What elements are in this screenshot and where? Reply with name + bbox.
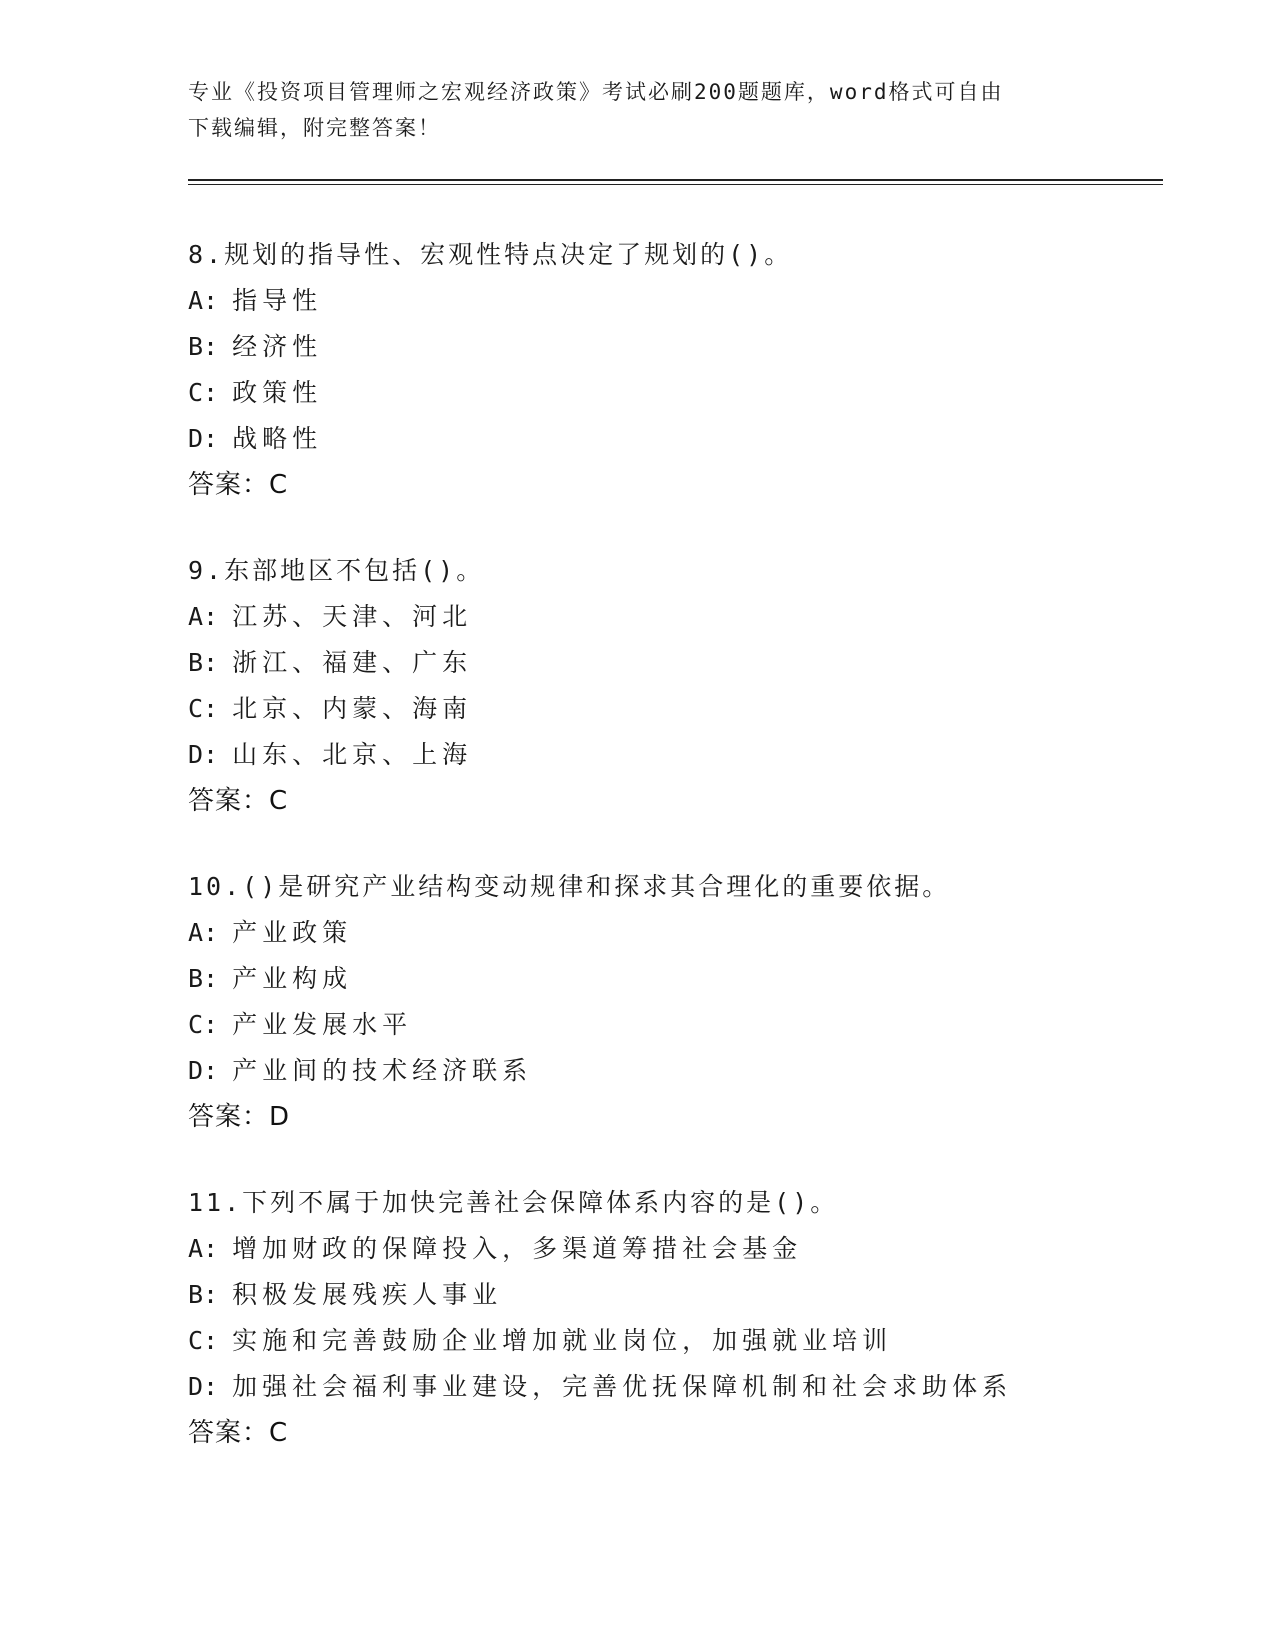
option-label: B:	[188, 332, 219, 361]
option-text: 浙江、福建、广东	[232, 648, 473, 677]
option-c	[188, 1318, 1188, 1364]
option-d	[188, 1364, 1188, 1410]
option-b	[188, 640, 1188, 686]
question-11	[188, 1180, 1188, 1456]
header-line-2: 下载编辑，附完整答案！	[188, 116, 441, 140]
option-text: 产业构成	[232, 964, 353, 993]
question-stem: 8.规划的指导性、宏观性特点决定了规划的()。	[188, 240, 793, 269]
question-9	[188, 548, 1188, 824]
option-text: 增加财政的保障投入，多渠道筹措社会基金	[232, 1234, 803, 1263]
option-a	[188, 910, 1188, 956]
option-text: 政策性	[232, 378, 323, 407]
header-line-1: 专业《投资项目管理师之宏观经济政策》考试必刷200题题库，word格式可自由	[188, 80, 1004, 104]
option-text: 实施和完善鼓励企业增加就业岗位，加强就业培训	[232, 1326, 893, 1355]
option-label: B:	[188, 1280, 219, 1309]
question-10	[188, 864, 1188, 1140]
option-label: D:	[188, 740, 219, 769]
option-text: 山东、北京、上海	[232, 740, 473, 769]
option-b	[188, 324, 1188, 370]
option-label: D:	[188, 1372, 219, 1401]
option-text: 江苏、天津、河北	[232, 602, 473, 631]
option-label: B:	[188, 964, 219, 993]
option-text: 战略性	[232, 424, 323, 453]
option-label: D:	[188, 424, 219, 453]
option-text: 北京、内蒙、海南	[232, 694, 473, 723]
header-divider-thin	[188, 184, 1163, 185]
option-d	[188, 1048, 1188, 1094]
option-text: 产业发展水平	[232, 1010, 413, 1039]
option-c	[188, 686, 1188, 732]
question-8	[188, 232, 1188, 508]
question-stem: 11.下列不属于加快完善社会保障体系内容的是()。	[188, 1188, 839, 1217]
option-b	[188, 1272, 1188, 1318]
option-c	[188, 1002, 1188, 1048]
option-d	[188, 732, 1188, 778]
option-label: A:	[188, 1234, 219, 1263]
answer-line: 答案：C	[188, 470, 289, 500]
option-text: 积极发展残疾人事业	[232, 1280, 503, 1309]
option-a	[188, 594, 1188, 640]
question-list	[188, 232, 1188, 1496]
answer-line: 答案：C	[188, 1418, 289, 1448]
option-label: A:	[188, 286, 219, 315]
option-label: A:	[188, 602, 219, 631]
question-stem: 10.()是研究产业结构变动规律和探求其合理化的重要依据。	[188, 872, 951, 901]
option-b	[188, 956, 1188, 1002]
option-text: 产业政策	[232, 918, 353, 947]
option-a	[188, 278, 1188, 324]
option-label: D:	[188, 1056, 219, 1085]
option-label: C:	[188, 1010, 219, 1039]
option-label: C:	[188, 1326, 219, 1355]
option-text: 产业间的技术经济联系	[232, 1056, 533, 1085]
answer-line: 答案：D	[188, 1102, 291, 1132]
option-label: A:	[188, 918, 219, 947]
option-label: C:	[188, 694, 219, 723]
option-a	[188, 1226, 1188, 1272]
header-divider-thick	[188, 179, 1163, 181]
option-text: 经济性	[232, 332, 323, 361]
question-stem: 9.东部地区不包括()。	[188, 556, 485, 585]
option-label: C:	[188, 378, 219, 407]
option-text: 指导性	[232, 286, 323, 315]
option-label: B:	[188, 648, 219, 677]
option-c	[188, 370, 1188, 416]
document-header	[188, 74, 1088, 146]
answer-line: 答案：C	[188, 786, 289, 816]
option-text: 加强社会福利事业建设，完善优抚保障机制和社会求助体系	[232, 1372, 1013, 1401]
option-d	[188, 416, 1188, 462]
